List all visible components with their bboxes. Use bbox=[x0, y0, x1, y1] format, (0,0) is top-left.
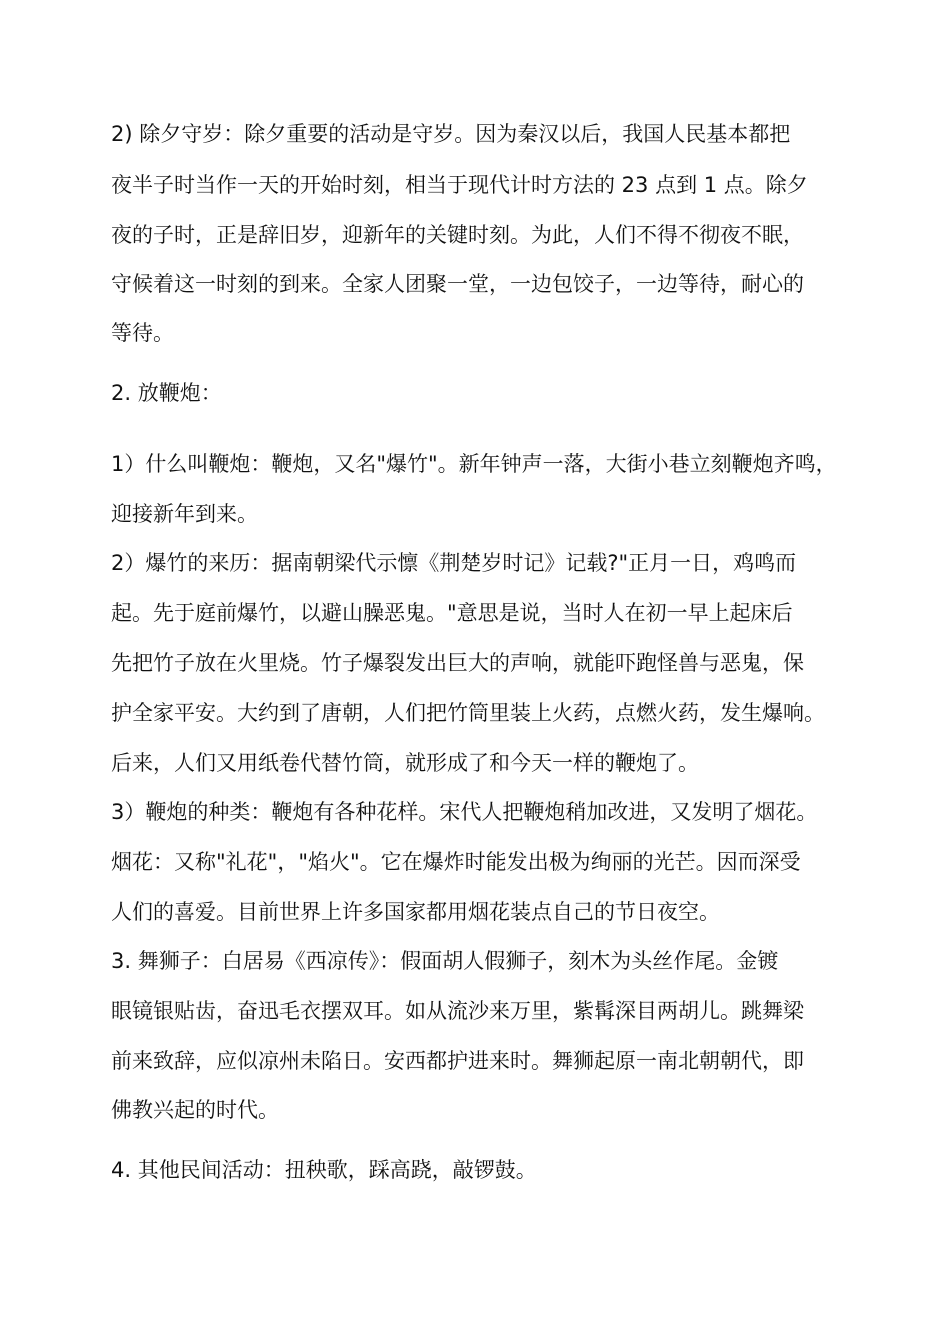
text-line: 佛教兴起的时代。 bbox=[111, 1098, 279, 1122]
text-line: 迎接新年到来。 bbox=[111, 502, 258, 526]
text-line: 夜的子时，正是辞旧岁，迎新年的关键时刻。为此，人们不得不彻夜不眠， bbox=[111, 223, 804, 247]
section-heading: 2. 放鞭炮： bbox=[111, 381, 222, 405]
text-line: 3）鞭炮的种类：鞭炮有各种花样。宋代人把鞭炮稍加改进，又发明了烟花。 bbox=[111, 800, 818, 824]
section-heading: 4. 其他民间活动：扭秧歌，踩高跷，敲锣鼓。 bbox=[111, 1158, 537, 1182]
text-line: 前来致辞，应似凉州未陷日。安西都护进来时。舞狮起原一南北朝朝代，即 bbox=[111, 1049, 804, 1073]
text-line: 3. 舞狮子：白居易《西凉传》：假面胡人假狮子，刻木为头丝作尾。金镀 bbox=[111, 949, 779, 973]
text-line: 守候着这一时刻的到来。全家人团聚一堂，一边包饺子，一边等待，耐心的 bbox=[111, 272, 804, 296]
text-line: 等待。 bbox=[111, 321, 174, 345]
text-line: 夜半子时当作一天的开始时刻，相当于现代计时方法的 23 点到 1 点。除夕 bbox=[111, 173, 808, 197]
text-line: 护全家平安。大约到了唐朝，人们把竹筒里装上火药，点燃火药，发生爆响。 bbox=[111, 701, 825, 725]
text-line: 先把竹子放在火里烧。竹子爆裂发出巨大的声响，就能吓跑怪兽与恶鬼，保 bbox=[111, 651, 804, 675]
text-line: 起。先于庭前爆竹，以避山臊恶鬼。"意思是说，当时人在初一早上起床后 bbox=[111, 601, 793, 625]
text-line: 2）爆竹的来历：据南朝梁代示懔《荆楚岁时记》记载?"正月一日，鸡鸣而 bbox=[111, 551, 797, 575]
text-line: 2) 除夕守岁：除夕重要的活动是守岁。因为秦汉以后，我国人民基本都把 bbox=[111, 122, 791, 146]
text-line: 后来，人们又用纸卷代替竹筒，就形成了和今天一样的鞭炮了。 bbox=[111, 751, 699, 775]
text-line: 人们的喜爱。目前世界上许多国家都用烟花装点自己的节日夜空。 bbox=[111, 900, 720, 924]
text-line: 眼镜银贴齿，奋迅毛衣摆双耳。如从流沙来万里，紫髯深目两胡儿。跳舞梁 bbox=[111, 999, 804, 1023]
text-line: 1）什么叫鞭炮：鞭炮，又名"爆竹"。新年钟声一落，大街小巷立刻鞭炮齐鸣， bbox=[111, 452, 837, 476]
text-line: 烟花：又称"礼花"，"焰火"。它在爆炸时能发出极为绚丽的光芒。因而深受 bbox=[111, 850, 801, 874]
